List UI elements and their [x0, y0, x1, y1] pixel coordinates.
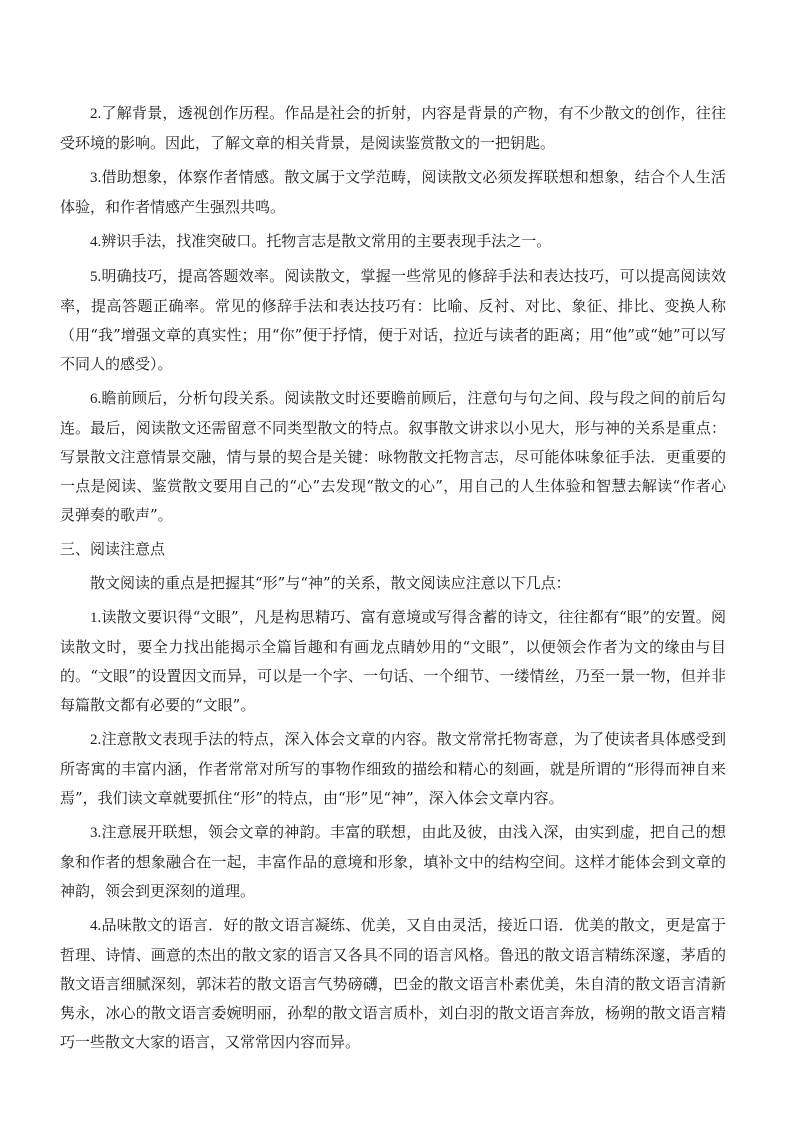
paragraph-number: 2.: [90, 732, 102, 748]
paragraph-text: 注意散文表现手法的特点，深入体会文章的内容。散文常常托物寄意，为了使读者具体感受到所寄寓的丰富内涵，作者常常对所写的事物作细致的描绘和精心的刻画，就是所谓的“形得而神自来焉”，我们读文章就要抓住“形”的特点，由“形”见“神”，深入体会文章内容。: [60, 730, 726, 807]
paragraph-text: 辨识手法，找准突破口。托物言志是散文常用的主要表现手法之一。: [101, 232, 552, 250]
paragraph-structure: [60, 384, 726, 530]
paragraph-background: [60, 99, 726, 158]
document-body: [60, 99, 726, 1062]
paragraph-language: [60, 911, 726, 1057]
paragraph-number: 6.: [90, 391, 102, 407]
paragraph-text: 借助想象，体察作者情感。散文属于文学范畴，阅读散文必须发挥联想和想象，结合个人生活体验，和作者情感产生强烈共鸣。: [60, 168, 726, 216]
paragraph-text: 瞻前顾后，分析句段关系。阅读散文时还要瞻前顾后，注意句与句之间、段与段之间的前后勾连。最后，阅读散文还需留意不同类型散文的特点。叙事散文讲求以小见大，形与神的关系是重点：写景散文注意情景交融，情与景的契合是关键：咏物散文托物言志，尽可能体味象征手法．更重要的一点是阅读、鉴赏散文要用自己的“心”去发现“散文的心”，用自己的人生体验和智慧去解读“作者心灵弹奏的歌声”。: [60, 389, 726, 524]
paragraph-number: 2.: [90, 106, 102, 122]
paragraph-skills: [60, 262, 726, 379]
paragraph-text: 明确技巧，提高答题效率。阅读散文，掌握一些常见的修辞手法和表达技巧，可以提高阅读效率，提高答题正确率。常见的修辞手法和表达技巧有：比喻、反衬、对比、象征、排比、变换人称（用“我”增强文章的真实性；用“你”便于抒情，便于对话，拉近与读者的距离；用“他”或“她”可以写不同人的感受）。: [60, 267, 726, 373]
paragraph-number: 4.: [90, 234, 102, 250]
paragraph-text: 读散文要识得“文眼”，凡是构思精巧、富有意境或写得含蓄的诗文，往往都有“眼”的安置。阅读散文时，要全力找出能揭示全篇旨趣和有画龙点睛妙用的“文眼”，以便领会作者为文的缘由与目的。“文眼”的设置因文而异，可以是一个字、一句话、一个细节、一缕情丝，乃至一景一物，但并非每篇散文都有必要的“文眼”。: [60, 608, 726, 714]
paragraph-number: 3.: [90, 170, 102, 186]
paragraph-text: 注意展开联想，领会文章的神韵。丰富的联想，由此及彼，由浅入深，由实到虚，把自己的想象和作者的想象融合在一起，丰富作品的意境和形象，填补文中的结构空间。这样才能体会到文章的神韵，领会到更深刻的道理。: [60, 823, 726, 900]
paragraph-text-eye: [60, 603, 726, 720]
paragraph-expression: [60, 725, 726, 813]
section-heading: 三、阅读注意点: [60, 540, 166, 558]
paragraph-number: 4.: [90, 918, 102, 934]
paragraph-number: 5.: [90, 269, 102, 285]
paragraph-imagination: [60, 163, 726, 222]
paragraph-number: 3.: [90, 825, 102, 841]
paragraph-technique: [60, 227, 726, 257]
paragraph-number: 1.: [90, 610, 102, 626]
paragraph-text: 了解背景，透视创作历程。作品是社会的折射，内容是背景的产物，有不少散文的创作，往往受环境的影响。因此，了解文章的相关背景，是阅读鉴赏散文的一把钥匙。: [60, 104, 726, 152]
paragraph-text: 品味散文的语言．好的散文语言凝练、优美，又自由灵活，接近口语．优美的散文，更是富于哲理、诗情、画意的杰出的散文家的语言又各具不同的语言风格。鲁迅的散文语言精练深邃，茅盾的散文语言细腻深刻，郭沫若的散文语言气势磅礴，巴金的散文语言朴素优美，朱自清的散文语言清新隽永，冰心的散文语言委婉明丽，孙犁的散文语言质朴，刘白羽的散文语言奔放，杨朔的散文语言精巧一些散文大家的语言，又常常因内容而异。: [60, 916, 726, 1051]
paragraph-intro: 散文阅读的重点是把握其“形”与“神”的关系，散文阅读应注意以下几点：: [90, 574, 571, 592]
paragraph-association: [60, 818, 726, 906]
